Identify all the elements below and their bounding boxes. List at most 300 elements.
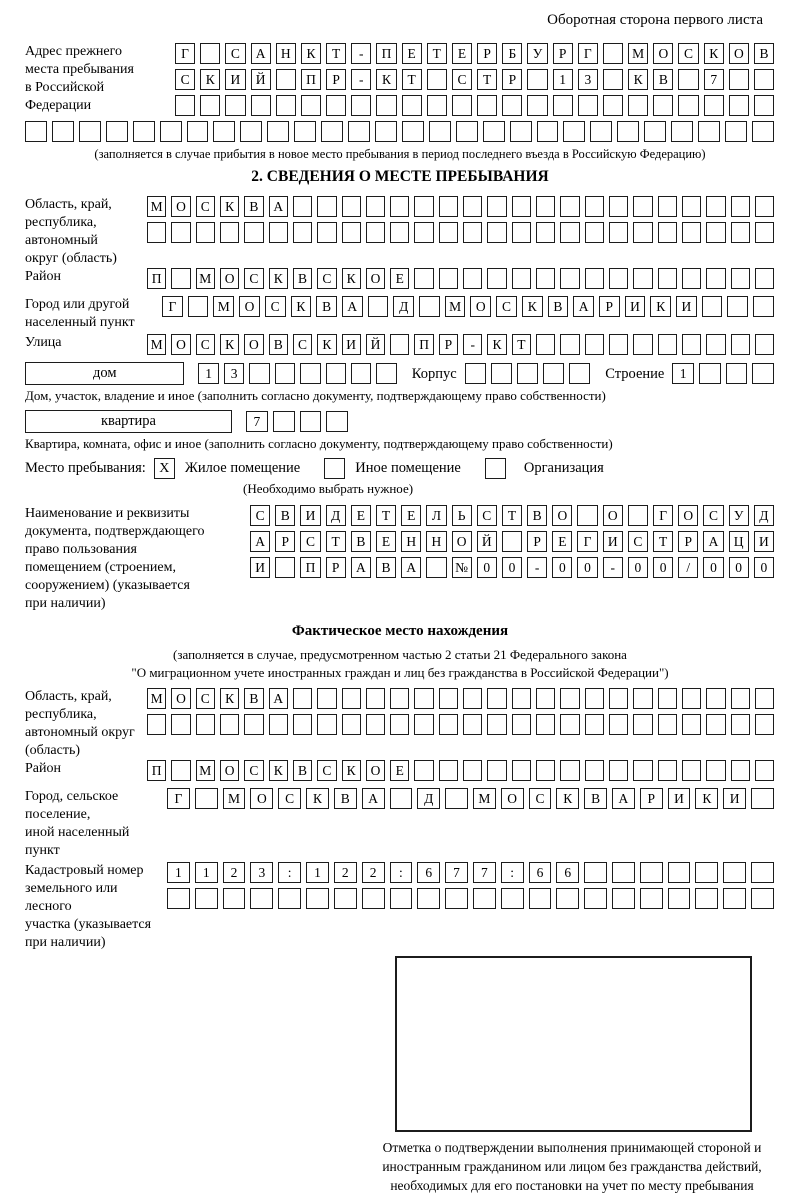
char-box: М — [445, 296, 466, 317]
char-box — [612, 862, 635, 883]
char-box: К — [269, 760, 288, 781]
char-box — [755, 334, 774, 355]
char-box — [429, 121, 451, 142]
char-box: О — [244, 334, 263, 355]
char-box — [560, 760, 579, 781]
char-box — [477, 95, 497, 116]
prev-address-row-3 — [175, 95, 775, 116]
char-box: С — [529, 788, 552, 809]
char-box: В — [754, 43, 774, 64]
char-box: П — [147, 760, 166, 781]
char-box — [628, 95, 648, 116]
char-box — [755, 714, 774, 735]
char-box — [543, 363, 564, 384]
char-box — [678, 95, 698, 116]
char-box — [326, 411, 348, 432]
char-box — [463, 196, 482, 217]
char-box — [751, 888, 774, 909]
char-box: У — [729, 505, 749, 526]
char-box: О — [501, 788, 524, 809]
char-box — [414, 688, 433, 709]
char-box — [658, 688, 677, 709]
char-box — [560, 714, 579, 735]
char-box — [487, 222, 506, 243]
factual-note-line: "О миграционном учете иностранных граждан и лиц без гражданства в Российской Федерации") — [131, 665, 669, 680]
stroenie-row — [672, 363, 775, 384]
char-box: С — [250, 505, 270, 526]
confirmation-stamp-box — [395, 956, 752, 1132]
char-box — [196, 714, 215, 735]
char-box — [276, 95, 296, 116]
char-box: В — [351, 531, 371, 552]
char-box — [463, 222, 482, 243]
char-box: 0 — [628, 557, 648, 578]
stroenie-label: Строение — [605, 365, 665, 382]
cadastre-block — [25, 862, 775, 952]
char-box — [147, 222, 166, 243]
char-box — [603, 69, 623, 90]
char-box: Г — [653, 505, 673, 526]
char-box — [390, 888, 413, 909]
char-box — [658, 222, 677, 243]
factual-district-block — [25, 760, 775, 786]
label-line: сооружением) (указывается — [25, 578, 190, 593]
char-box — [751, 862, 774, 883]
char-box — [633, 714, 652, 735]
char-box: К — [317, 334, 336, 355]
char-box — [473, 888, 496, 909]
char-box — [342, 714, 361, 735]
char-box — [585, 268, 604, 289]
char-box: О — [366, 268, 385, 289]
char-box: Р — [326, 557, 346, 578]
char-box: 0 — [754, 557, 774, 578]
char-box: К — [342, 268, 361, 289]
char-box: О — [220, 760, 239, 781]
document-block — [25, 505, 775, 613]
stay-type-label: Место пребывания: — [25, 460, 146, 476]
char-box: Т — [502, 505, 522, 526]
char-box: К — [200, 69, 220, 90]
flat-line — [25, 410, 775, 433]
char-box — [536, 760, 555, 781]
char-box — [585, 714, 604, 735]
char-box: Т — [427, 43, 447, 64]
label-line: Наименование и реквизиты — [25, 506, 190, 521]
char-box: М — [628, 43, 648, 64]
char-box: К — [650, 296, 671, 317]
char-box: У — [527, 43, 547, 64]
factual-title: Фактическое место нахождения — [291, 623, 509, 639]
char-box: 0 — [552, 557, 572, 578]
char-box — [273, 411, 295, 432]
char-box — [527, 69, 547, 90]
char-box — [213, 121, 235, 142]
char-box: Р — [275, 531, 295, 552]
char-box — [294, 121, 316, 142]
char-box — [249, 363, 269, 384]
char-box: А — [612, 788, 635, 809]
char-box: О — [171, 334, 190, 355]
factual-city-label — [25, 788, 167, 860]
char-box: 3 — [578, 69, 598, 90]
char-box — [609, 714, 628, 735]
label-line: населенный пункт — [25, 315, 135, 330]
char-box — [640, 862, 663, 883]
char-box: С — [703, 505, 723, 526]
char-box — [560, 688, 579, 709]
char-box: В — [334, 788, 357, 809]
char-box — [590, 121, 612, 142]
char-box: О — [603, 505, 623, 526]
char-box: Д — [417, 788, 440, 809]
city-block — [25, 296, 775, 332]
factual-district-label — [25, 760, 147, 778]
document-row-3 — [250, 557, 775, 578]
char-box — [326, 95, 346, 116]
char-box — [317, 714, 336, 735]
char-box — [682, 714, 701, 735]
district-label — [25, 268, 147, 286]
char-box: 7 — [445, 862, 468, 883]
char-box: В — [548, 296, 569, 317]
char-box — [225, 95, 245, 116]
char-box — [658, 196, 677, 217]
char-box — [390, 788, 413, 809]
prev-address-row-1 — [175, 43, 775, 64]
char-box: 1 — [306, 862, 329, 883]
char-box — [609, 222, 628, 243]
char-box — [402, 121, 424, 142]
char-box — [682, 688, 701, 709]
char-box: М — [147, 196, 166, 217]
char-box — [752, 363, 774, 384]
char-box: Г — [175, 43, 195, 64]
char-box: К — [220, 688, 239, 709]
char-box — [487, 688, 506, 709]
char-box: С — [265, 296, 286, 317]
char-box: С — [244, 268, 263, 289]
label-line: Адрес прежнего — [25, 44, 122, 59]
factual-city-row — [167, 788, 775, 809]
char-box: Д — [326, 505, 346, 526]
char-box — [200, 95, 220, 116]
char-box: А — [401, 557, 421, 578]
char-box: К — [487, 334, 506, 355]
char-box — [699, 363, 721, 384]
flat-field-label: квартира — [25, 410, 232, 433]
char-box — [188, 296, 209, 317]
label-line: земельного или лесного — [25, 881, 118, 914]
char-box — [560, 268, 579, 289]
char-box: И — [625, 296, 646, 317]
char-box: В — [293, 760, 312, 781]
char-box: Т — [376, 505, 396, 526]
char-box: Е — [401, 505, 421, 526]
char-box: Т — [653, 531, 673, 552]
house-caption: Дом, участок, владение и иное (заполнить согласно документу, подтверждающему право собственности) — [25, 388, 606, 403]
korpus-row — [465, 363, 592, 384]
char-box: К — [301, 43, 321, 64]
char-box: К — [342, 760, 361, 781]
char-box — [439, 760, 458, 781]
char-box — [695, 888, 718, 909]
char-box — [452, 95, 472, 116]
char-box — [706, 688, 725, 709]
option-dwelling-label: Жилое помещение — [184, 460, 301, 476]
char-box: Й — [251, 69, 271, 90]
char-box: 0 — [703, 557, 723, 578]
korpus-label: Корпус — [411, 365, 457, 382]
char-box: Ь — [452, 505, 472, 526]
label-line: участка (указывается — [25, 917, 152, 932]
char-box — [390, 688, 409, 709]
char-box — [463, 268, 482, 289]
char-box — [293, 714, 312, 735]
char-box — [25, 121, 47, 142]
char-box — [306, 888, 329, 909]
factual-note — [25, 646, 775, 682]
char-box: В — [584, 788, 607, 809]
char-box — [195, 888, 218, 909]
char-box — [512, 688, 531, 709]
char-box — [251, 95, 271, 116]
char-box: И — [603, 531, 623, 552]
char-box: В — [244, 688, 263, 709]
char-box — [584, 888, 607, 909]
char-box: К — [220, 196, 239, 217]
char-box — [731, 268, 750, 289]
char-box — [463, 760, 482, 781]
char-box — [512, 196, 531, 217]
label-line: Город, сельское поселение, — [25, 789, 119, 822]
char-box — [644, 121, 666, 142]
char-box — [244, 222, 263, 243]
char-box — [390, 222, 409, 243]
char-box — [267, 121, 289, 142]
stay-type-row — [25, 458, 775, 479]
char-box: 1 — [672, 363, 694, 384]
char-box: К — [269, 268, 288, 289]
char-box: К — [556, 788, 579, 809]
label-line: Район — [25, 761, 61, 776]
char-box — [653, 95, 673, 116]
char-box — [293, 222, 312, 243]
char-box — [640, 888, 663, 909]
char-box: К — [522, 296, 543, 317]
char-box — [133, 121, 155, 142]
char-box: С — [175, 69, 195, 90]
flat-number-row — [246, 411, 349, 432]
char-box: А — [250, 531, 270, 552]
char-box — [633, 688, 652, 709]
char-box: С — [196, 688, 215, 709]
char-box — [376, 95, 396, 116]
char-box: Р — [502, 69, 522, 90]
char-box: Д — [393, 296, 414, 317]
char-box: 7 — [473, 862, 496, 883]
char-box — [731, 334, 750, 355]
char-box — [171, 222, 190, 243]
char-box — [414, 714, 433, 735]
char-box: К — [220, 334, 239, 355]
char-box — [200, 43, 220, 64]
char-box — [317, 222, 336, 243]
prev-address-row-2 — [175, 69, 775, 90]
char-box — [658, 268, 677, 289]
char-box: Д — [754, 505, 774, 526]
char-box — [603, 43, 623, 64]
char-box — [175, 95, 195, 116]
char-box — [160, 121, 182, 142]
char-box — [487, 760, 506, 781]
char-box: О — [366, 760, 385, 781]
char-box — [171, 714, 190, 735]
char-box — [527, 95, 547, 116]
label-line: Район — [25, 269, 61, 284]
char-box — [753, 296, 774, 317]
document-row-1 — [250, 505, 775, 526]
char-box — [633, 196, 652, 217]
char-box — [609, 760, 628, 781]
char-box — [560, 222, 579, 243]
char-box — [300, 411, 322, 432]
label-line: иной населенный пункт — [25, 825, 130, 858]
char-box: А — [269, 688, 288, 709]
char-box — [755, 196, 774, 217]
char-box — [584, 862, 607, 883]
label-line: Область, край, — [25, 197, 112, 212]
char-box — [682, 268, 701, 289]
char-box — [414, 222, 433, 243]
char-box: Е — [390, 760, 409, 781]
char-box: С — [477, 505, 497, 526]
char-box — [502, 531, 522, 552]
char-box — [633, 268, 652, 289]
char-box — [317, 196, 336, 217]
char-box — [439, 688, 458, 709]
char-box — [375, 121, 397, 142]
char-box — [578, 95, 598, 116]
char-box — [419, 296, 440, 317]
char-box — [510, 121, 532, 142]
label-line: автономный — [25, 233, 98, 248]
char-box — [729, 95, 749, 116]
char-box — [751, 788, 774, 809]
factual-region-row-2 — [147, 714, 775, 735]
char-box: Г — [578, 43, 598, 64]
char-box — [463, 714, 482, 735]
char-box: 2 — [362, 862, 385, 883]
char-box — [269, 714, 288, 735]
char-box — [445, 888, 468, 909]
char-box: 1 — [167, 862, 190, 883]
street-block — [25, 334, 775, 360]
char-box: Г — [167, 788, 190, 809]
char-box — [612, 888, 635, 909]
char-box: С — [628, 531, 648, 552]
char-box — [682, 222, 701, 243]
char-box: П — [147, 268, 166, 289]
prev-address-note: (заполняется в случае прибытия в новое место пребывания в период последнего въезда в Российскую Федерацию) — [94, 147, 706, 161]
document-row-2 — [250, 531, 775, 552]
char-box: - — [351, 43, 371, 64]
char-box — [342, 222, 361, 243]
char-box — [731, 714, 750, 735]
char-box: - — [351, 69, 371, 90]
char-box: 1 — [198, 363, 218, 384]
district-row — [147, 268, 775, 289]
char-box: С — [678, 43, 698, 64]
char-box — [269, 222, 288, 243]
char-box — [414, 196, 433, 217]
char-box — [366, 714, 385, 735]
char-box — [167, 888, 190, 909]
char-box: Т — [402, 69, 422, 90]
char-box: К — [704, 43, 724, 64]
char-box — [512, 268, 531, 289]
char-box — [390, 714, 409, 735]
char-box: С — [196, 334, 215, 355]
char-box — [569, 363, 590, 384]
char-box: И — [754, 531, 774, 552]
char-box — [348, 121, 370, 142]
factual-city-block — [25, 788, 775, 860]
char-box — [682, 334, 701, 355]
char-box — [609, 268, 628, 289]
char-box: О — [470, 296, 491, 317]
char-box — [563, 121, 585, 142]
region-row-1 — [147, 196, 775, 217]
char-box — [585, 688, 604, 709]
district-block — [25, 268, 775, 294]
char-box: Р — [527, 531, 547, 552]
label-line: округ (область) — [25, 251, 117, 266]
char-box: М — [213, 296, 234, 317]
char-box — [706, 196, 725, 217]
factual-note-line: (заполняется в случае, предусмотренном частью 2 статьи 21 Федерального закона — [173, 647, 627, 662]
char-box: - — [527, 557, 547, 578]
label-line: республика, — [25, 215, 97, 230]
char-box: 3 — [250, 862, 273, 883]
char-box — [445, 788, 468, 809]
document-label — [25, 505, 250, 613]
char-box — [52, 121, 74, 142]
char-box — [512, 222, 531, 243]
char-box — [704, 95, 724, 116]
char-box — [731, 196, 750, 217]
house-field-label: дом — [25, 362, 184, 385]
char-box — [275, 363, 295, 384]
char-box: Е — [402, 43, 422, 64]
label-line: документа, подтверждающего — [25, 524, 205, 539]
char-box: И — [723, 788, 746, 809]
char-box — [414, 760, 433, 781]
char-box: М — [147, 334, 166, 355]
char-box — [366, 196, 385, 217]
char-box: М — [196, 268, 215, 289]
char-box — [317, 688, 336, 709]
char-box: 1 — [553, 69, 573, 90]
char-box: 0 — [729, 557, 749, 578]
checkbox-organization — [485, 458, 506, 479]
char-box — [729, 69, 749, 90]
char-box — [585, 334, 604, 355]
char-box: С — [452, 69, 472, 90]
label-line: Кадастровый номер — [25, 863, 144, 878]
char-box — [187, 121, 209, 142]
char-box — [698, 121, 720, 142]
